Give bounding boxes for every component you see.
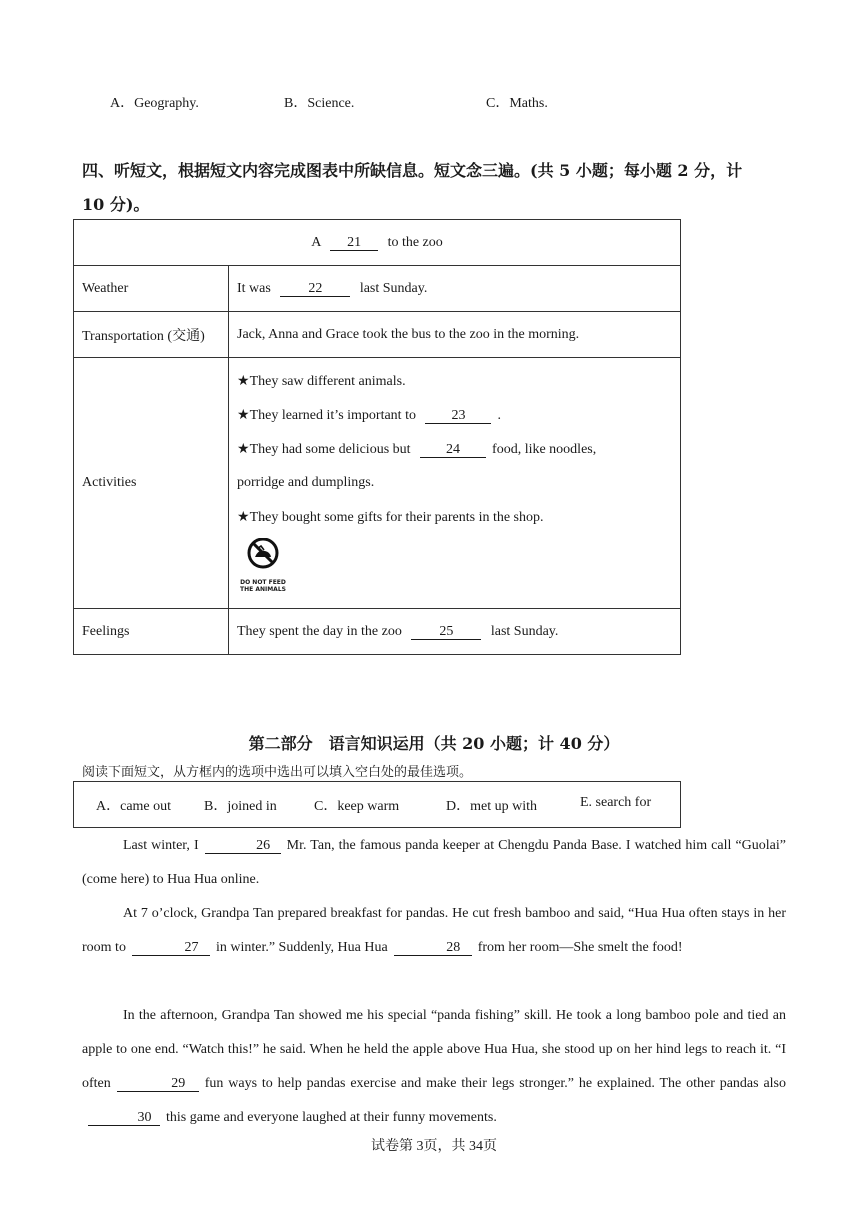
activity-line-4: porridge and dumplings.: [237, 475, 375, 490]
table-row-transport: [74, 312, 681, 358]
sign-caption: DO NOT FEED THE ANIMALS: [240, 579, 286, 593]
activity-text-2: They learned it’s important to: [249, 408, 416, 423]
blank-29: 29: [117, 1076, 199, 1092]
activity-text-3-end: food, like noodles,: [492, 442, 597, 457]
weather-prefix: It was: [237, 280, 271, 296]
part2-title: 第二部分 语言知识运用（共 20 小题；计 40 分）: [248, 734, 620, 753]
star-icon: ★: [237, 407, 250, 423]
page-footer: 试卷第 3页，共 34页: [371, 1139, 497, 1154]
activity-line-5: [237, 500, 672, 534]
star-icon: ★: [237, 373, 250, 389]
activities-cell: [229, 358, 681, 609]
header-prefix: A: [311, 234, 321, 250]
weather-suffix: last Sunday.: [359, 280, 428, 296]
activities-label: Activities: [74, 358, 229, 609]
p1-text-end: Mr. Tan, the famous panda keeper at Chengdu Panda Base. I watched him call “Guolai” (come here) to Hua Hua online.: [82, 838, 786, 887]
blank-26: 26: [205, 838, 281, 854]
passage-paragraph-1: [82, 829, 786, 897]
blank-28: 28: [394, 940, 472, 956]
table-header-cell: [74, 220, 681, 266]
option-a: A．came out: [96, 799, 172, 814]
weather-label: Weather: [74, 266, 229, 312]
table-row-feelings: [74, 609, 681, 655]
feelings-prefix: They spent the day in the zoo: [237, 623, 402, 639]
feelings-suffix: last Sunday.: [490, 623, 559, 639]
activity-text-1: They saw different animals.: [249, 374, 406, 389]
blank-27: 27: [132, 940, 210, 956]
no-feeding-sign: [237, 538, 297, 593]
option-b-science: B．Science.: [284, 96, 355, 111]
feelings-cell: [229, 609, 681, 655]
weather-cell: [229, 266, 681, 312]
p1-text-start: Last winter, I: [123, 838, 199, 853]
activity-text-5: They bought some gifts for their parents in the shop.: [249, 510, 544, 525]
table-header-row: [74, 220, 681, 266]
p3-text-mid: fun ways to help pandas exercise and make their legs stronger.” he explained. The other pandas also: [204, 1076, 786, 1091]
p3-text-end: this game and everyone laughed at their funny movements.: [166, 1110, 497, 1125]
activity-text-3: They had some delicious but: [249, 442, 411, 457]
blank-24: 24: [420, 442, 486, 458]
passage-paragraph-2: [82, 897, 786, 965]
activity-line-3: [237, 432, 672, 466]
option-c-maths: C．Maths.: [486, 96, 548, 111]
activity-line-2: [237, 398, 672, 432]
option-c: C．keep warm: [314, 799, 400, 814]
transport-label: Transportation (交通): [74, 312, 229, 358]
feelings-label: Feelings: [74, 609, 229, 655]
option-e: E. search for: [580, 795, 652, 810]
section4-title-line1: 四、听短文，根据短文内容完成图表中所缺信息。短文念三遍。(共 5 小题；每小题 2 分，计: [82, 161, 743, 180]
section4-title-line2: 10 分)。: [82, 195, 150, 214]
header-suffix: to the zoo: [387, 234, 443, 250]
zoo-info-table: [73, 219, 681, 655]
passage-paragraph-3: [82, 999, 786, 1135]
part2-instruction: 阅读下面短文，从方框内的选项中选出可以填入空白处的最佳选项。: [82, 764, 473, 779]
option-a-geography: A．Geography.: [110, 96, 199, 111]
transport-text: Jack, Anna and Grace took the bus to the zoo in the morning.: [229, 312, 681, 358]
word-options-box: [73, 781, 681, 828]
p2-text-end: from her room—She smelt the food!: [477, 940, 683, 955]
blank-25: 25: [411, 624, 481, 640]
blank-22: 22: [280, 281, 350, 297]
blank-30: 30: [88, 1110, 160, 1126]
no-feeding-sign-icon: [237, 538, 289, 574]
option-b: B．joined in: [204, 799, 277, 814]
activity-line-1: [237, 364, 672, 398]
star-icon: ★: [237, 509, 250, 525]
table-row-weather: [74, 266, 681, 312]
option-d: D．met up with: [446, 799, 537, 814]
table-row-activities: [74, 358, 681, 609]
p2-text-mid: in winter.” Suddenly, Hua Hua: [215, 940, 388, 955]
blank-23: 23: [425, 408, 491, 424]
blank-21: 21: [330, 235, 378, 251]
p2-text-start: At 7 o’clock, Grandpa Tan prepared breakfast for pandas. He cut fresh bamboo and said, “Hua Hua often stays in her room to: [82, 906, 786, 955]
activity-text-2-end: .: [497, 408, 501, 423]
p3-text-start: In the afternoon, Grandpa Tan showed me his special “panda fishing” skill. He took a long bamboo pole and tied an apple to one end. “Watch this!” he said. When he held the apple above Hua Hua, she stood up on her hind legs to reach it. “I often: [82, 1008, 786, 1091]
star-icon: ★: [237, 441, 250, 457]
